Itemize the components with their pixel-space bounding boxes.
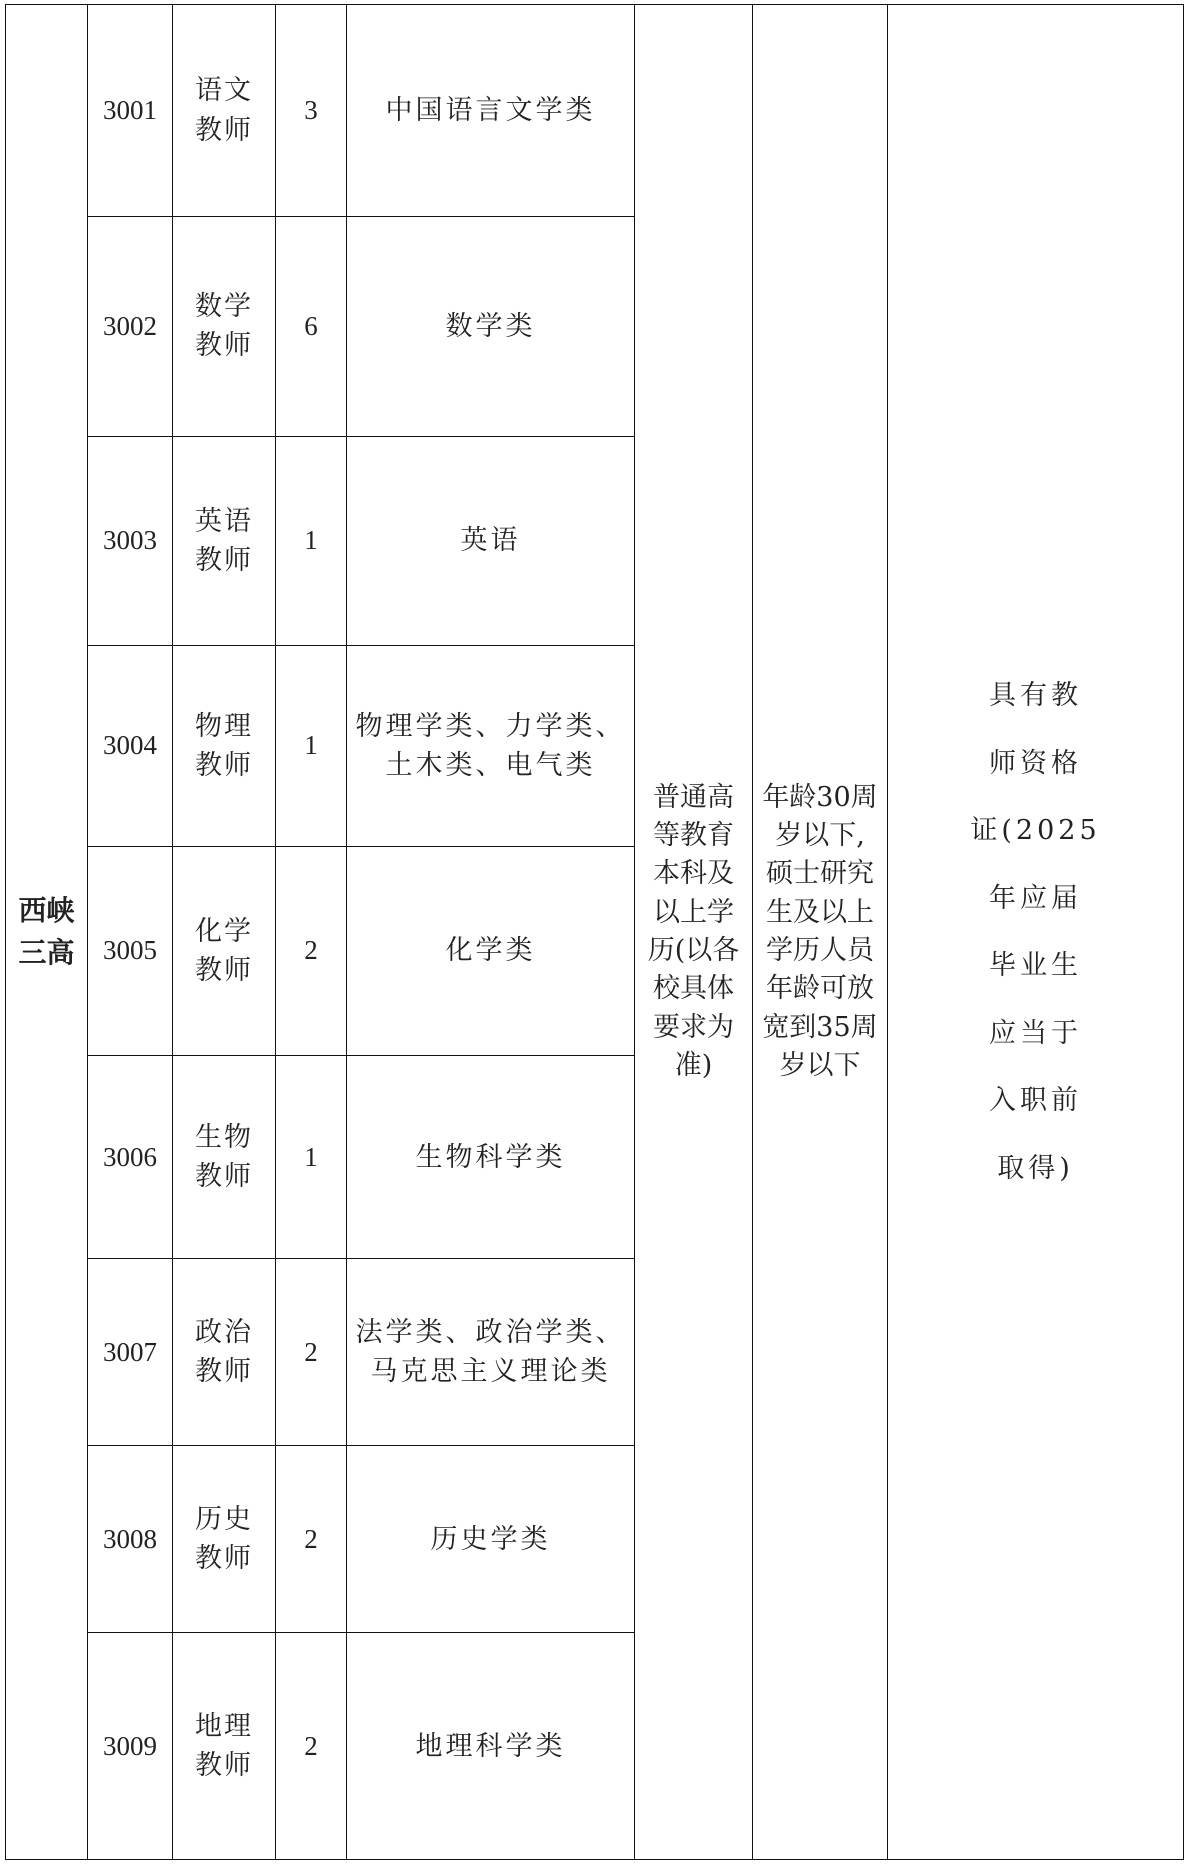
position-title: 英语 教师 [173, 436, 276, 646]
major-requirement: 地理科学类 [347, 1633, 635, 1860]
position-title: 政治 教师 [173, 1259, 276, 1446]
major-requirement: 历史学类 [347, 1446, 635, 1633]
school-name-line: 三高 [18, 936, 75, 969]
position-code: 3007 [88, 1259, 173, 1446]
recruitment-table-page [5, 4, 1183, 1860]
position-title: 数学 教师 [173, 217, 276, 436]
position-count: 3 [276, 5, 347, 217]
major-requirement: 英语 [347, 436, 635, 646]
position-code: 3005 [88, 846, 173, 1056]
certificate-requirement-cell: 具有教 师资格 证(2025 年应届 毕业生 应当于 入职前 取得) [888, 5, 1184, 1860]
position-code: 3002 [88, 217, 173, 436]
position-title: 语文 教师 [173, 5, 276, 217]
position-code: 3004 [88, 646, 173, 846]
position-title: 生物 教师 [173, 1056, 276, 1259]
major-requirement: 生物科学类 [347, 1056, 635, 1259]
position-count: 2 [276, 1633, 347, 1860]
position-code: 3006 [88, 1056, 173, 1259]
position-count: 6 [276, 217, 347, 436]
position-code: 3003 [88, 436, 173, 646]
school-name-line: 西峡 [18, 894, 75, 927]
major-requirement: 物理学类、力学类、 土木类、电气类 [347, 646, 635, 846]
major-requirement: 化学类 [347, 846, 635, 1056]
position-count: 1 [276, 436, 347, 646]
position-title: 物理 教师 [173, 646, 276, 846]
age-requirement-cell: 年龄30周 岁以下, 硕士研究 生及以上 学历人员 年龄可放 宽到35周 岁以下 [753, 5, 888, 1860]
position-code: 3008 [88, 1446, 173, 1633]
position-count: 1 [276, 1056, 347, 1259]
position-title: 地理 教师 [173, 1633, 276, 1860]
position-count: 1 [276, 646, 347, 846]
major-requirement: 法学类、政治学类、 马克思主义理论类 [347, 1259, 635, 1446]
position-count: 2 [276, 846, 347, 1056]
position-table [5, 4, 1184, 1860]
major-requirement: 中国语言文学类 [347, 5, 635, 217]
major-requirement: 数学类 [347, 217, 635, 436]
position-title: 化学 教师 [173, 846, 276, 1056]
school-name-cell [6, 5, 88, 1860]
position-count: 2 [276, 1259, 347, 1446]
position-code: 3009 [88, 1633, 173, 1860]
table-row [6, 5, 1184, 217]
position-count: 2 [276, 1446, 347, 1633]
position-code: 3001 [88, 5, 173, 217]
education-requirement-cell: 普通高 等教育 本科及 以上学 历(以各 校具体 要求为 准) [635, 5, 753, 1860]
position-title: 历史 教师 [173, 1446, 276, 1633]
